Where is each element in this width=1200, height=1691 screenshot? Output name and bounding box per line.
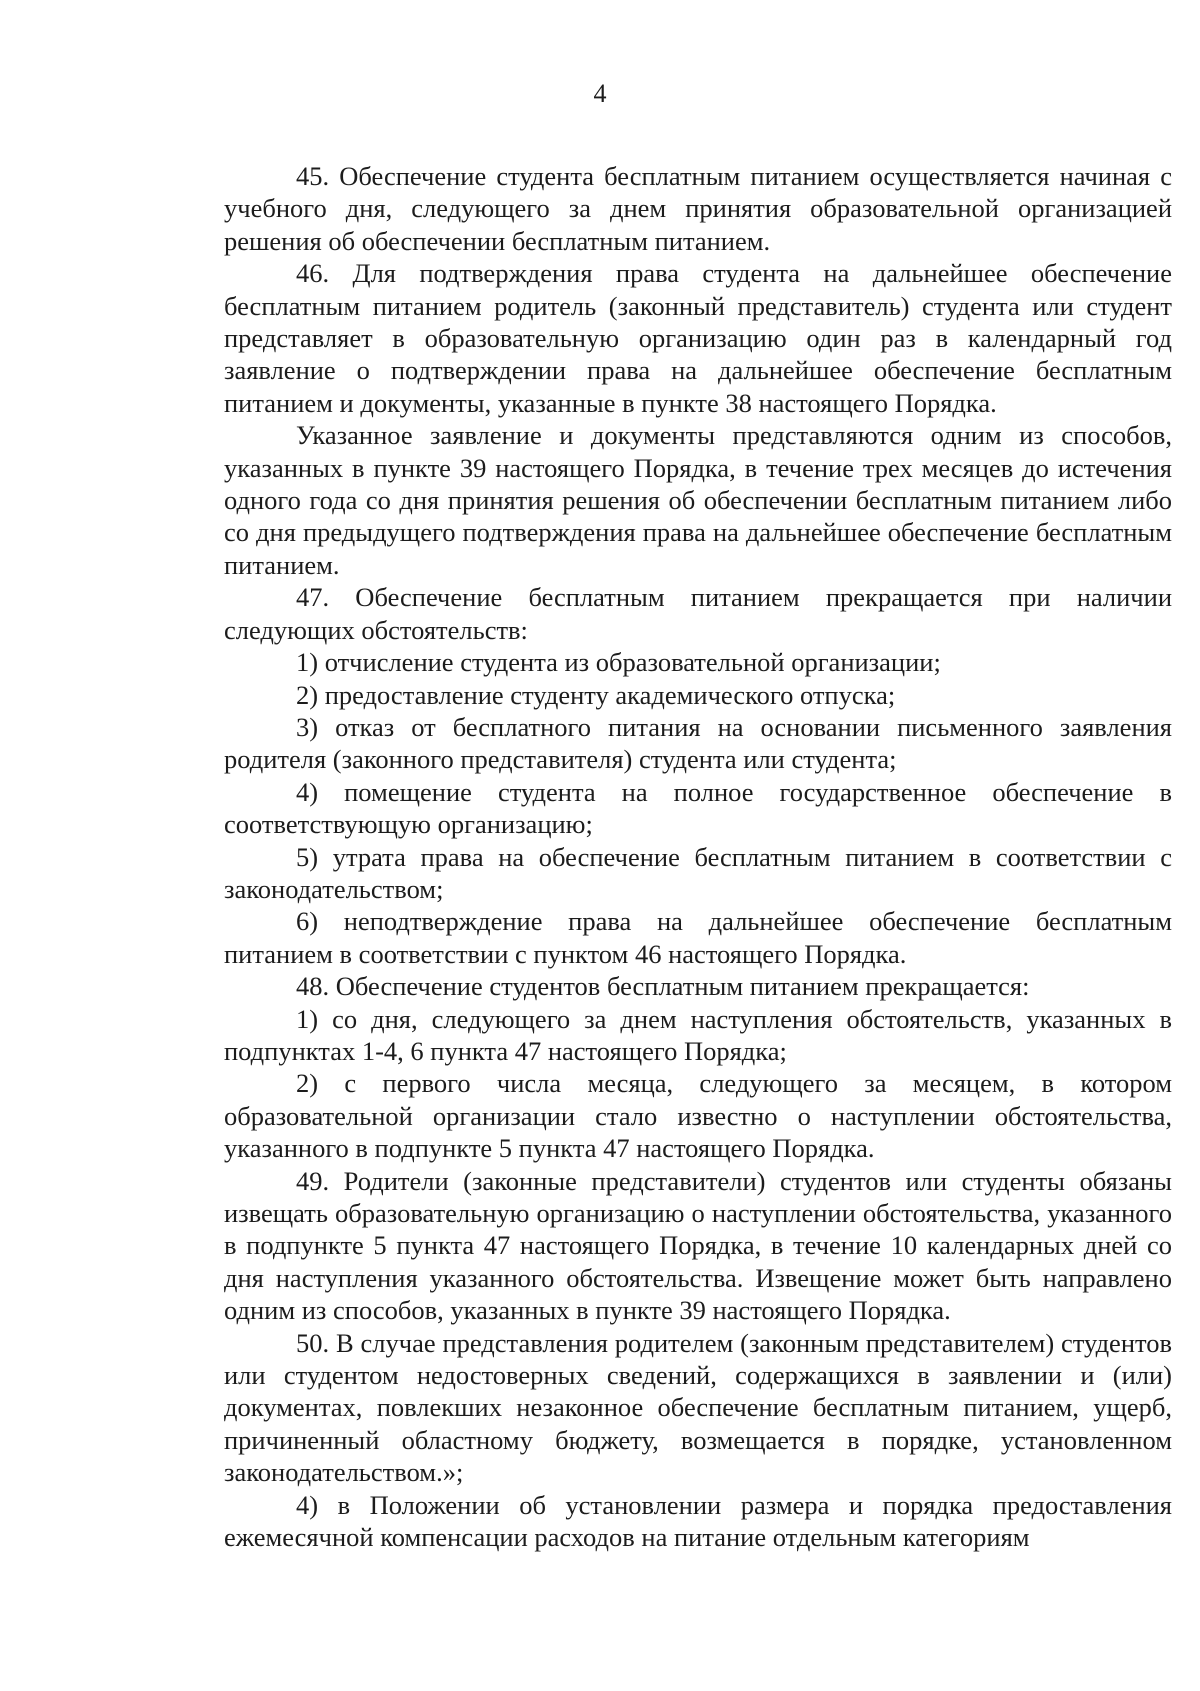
- paragraph-47: 47. Обеспечение бесплатным питанием прекращается при наличии следующих обстоятельств:: [224, 582, 1172, 645]
- paragraph-47-item-5: 5) утрата права на обеспечение бесплатным питанием в соответствии с законодательством;: [224, 841, 1172, 904]
- document-body: [224, 160, 1172, 1553]
- paragraph-48-item-1: 1) со дня, следующего за днем наступления обстоятельств, указанных в подпунктах 1-4, 6 пункта 47 настоящего Порядка;: [224, 1003, 1172, 1066]
- paragraph-46-continuation: Указанное заявление и документы представляются одним из способов, указанных в пункте 39 настоящего Порядка, в течение трех месяцев до истечения одного года со дня принятия решения об обеспечении бесплатным питанием либо со дня предыдущего подтверждения права на дальнейшее обеспечение бесплатным питанием.: [224, 420, 1172, 580]
- paragraph-48-item-2: 2) с первого числа месяца, следующего за месяцем, в котором образовательной организации стало известно о наступлении обстоятельства, указанного в подпункте 5 пункта 47 настоящего Порядка.: [224, 1068, 1172, 1164]
- paragraph-47-item-4: 4) помещение студента на полное государственное обеспечение в соответствующую организацию;: [224, 776, 1172, 840]
- paragraph-item-4-regulation: 4) в Положении об установлении размера и порядка предоставления ежемесячной компенсации расходов на питание отдельным категориям: [224, 1489, 1172, 1553]
- paragraph-46: 46. Для подтверждения права студента на дальнейшее обеспечение бесплатным питанием родитель (законный представитель) студента или студент представляет в образовательную организацию один раз в календарный год заявление о подтверждении права на дальнейшее обеспечение бесплатным питанием и документы, указанные в пункте 38 настоящего Порядка.: [224, 258, 1172, 418]
- paragraph-47-item-3: 3) отказ от бесплатного питания на основании письменного заявления родителя (законного представителя) студента или студента;: [224, 711, 1172, 775]
- paragraph-50: 50. В случае представления родителем (законным представителем) студентов или студентом недостоверных сведений, содержащихся в заявлении и (или) документах, повлекших незаконное обеспечение бесплатным питанием, ущерб, причиненный областному бюджету, возмещается в порядке, установленном законодательством.»;: [224, 1327, 1172, 1488]
- page-number: 4: [593, 79, 607, 108]
- paragraph-45: 45. Обеспечение студента бесплатным питанием осуществляется начиная с учебного дня, следующего за днем принятия образовательной организацией решения об обеспечении бесплатным питанием.: [224, 161, 1172, 256]
- paragraph-47-item-1: 1) отчисление студента из образовательной организации;: [296, 647, 941, 678]
- paragraph-47-item-6: 6) неподтверждение права на дальнейшее обеспечение бесплатным питанием в соответствии с пунктом 46 настоящего Порядка.: [224, 906, 1172, 969]
- paragraph-47-item-2: 2) предоставление студенту академического отпуска;: [296, 679, 896, 710]
- paragraph-48: 48. Обеспечение студентов бесплатным питанием прекращается:: [296, 971, 1030, 1002]
- paragraph-49: 49. Родители (законные представители) студентов или студенты обязаны извещать образовательную организацию о наступлении обстоятельства, указанного в подпункте 5 пункта 47 настоящего Порядка, в течение 10 календарных дней со дня наступления указанного обстоятельства. Извещение может быть направлено одним из способов, указанных в пункте 39 настоящего Порядка.: [224, 1165, 1172, 1326]
